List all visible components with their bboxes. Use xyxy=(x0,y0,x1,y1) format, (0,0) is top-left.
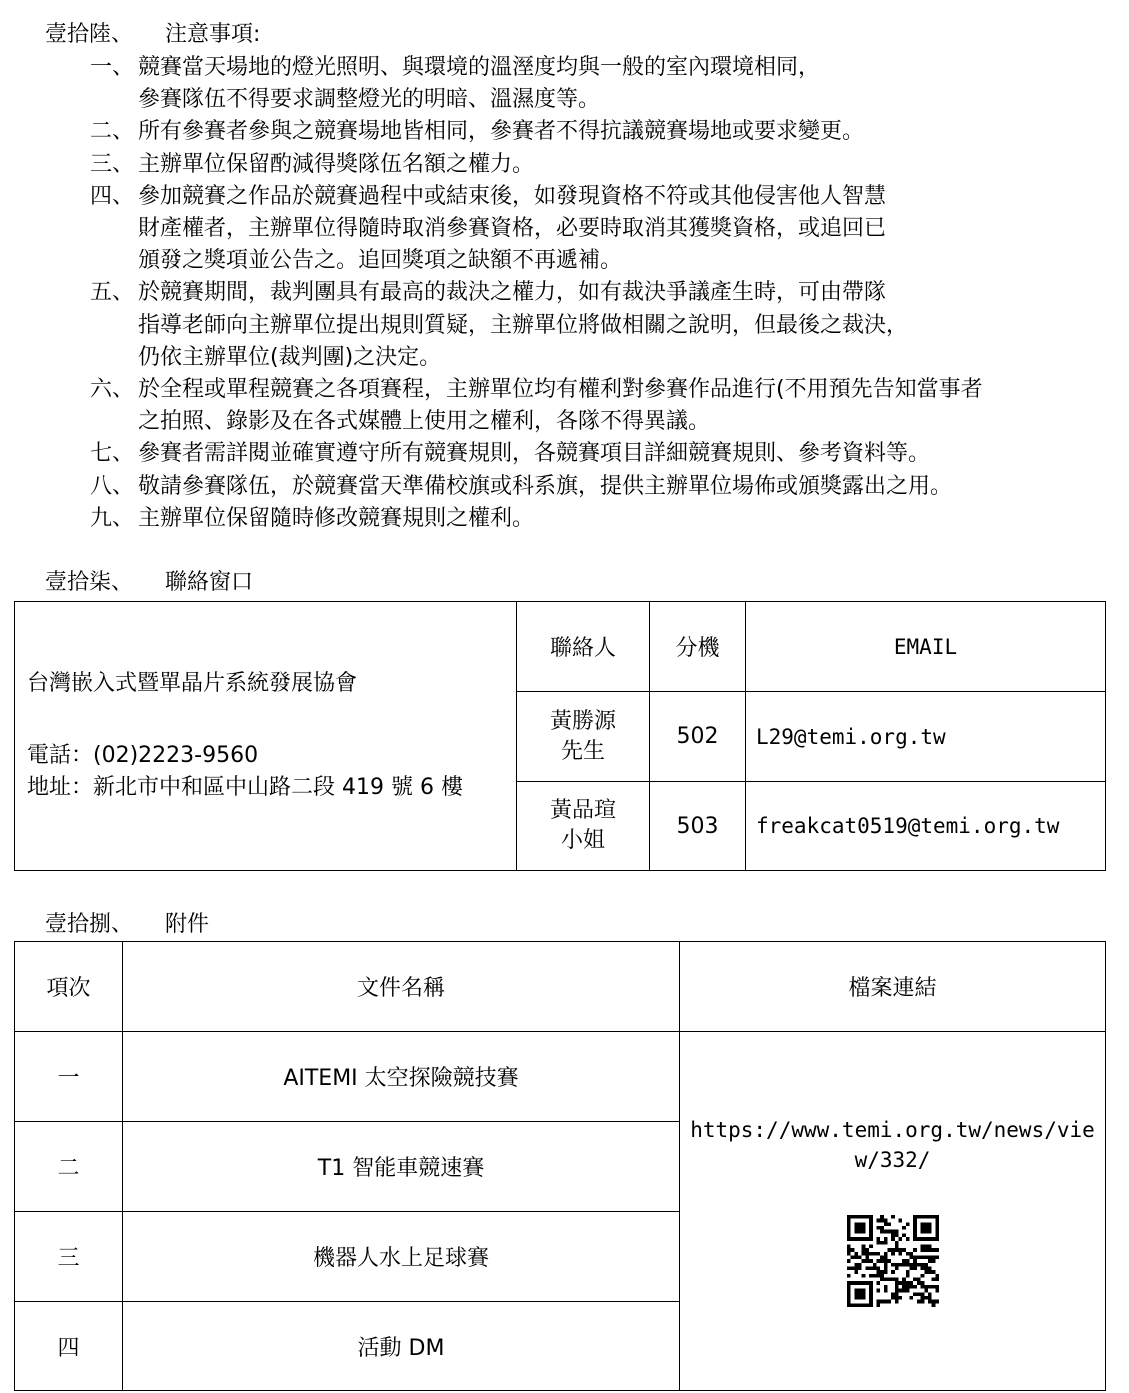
note-item-number: 八、 xyxy=(90,473,135,499)
note-item xyxy=(90,52,820,84)
note-item-continuation: 指導老師向主辦單位提出規則質疑，主辦單位將做相關之說明，但最後之裁決， xyxy=(138,312,909,338)
contact-name: 黃品瑄 xyxy=(549,798,616,823)
contact-extension: 503 xyxy=(650,782,746,871)
attachment-name: AITEMI 太空探險競技賽 xyxy=(123,1032,680,1122)
note-item-continuation: 頒發之獎項並公告之。追回獎項之缺額不再遞補。 xyxy=(138,248,623,274)
note-item-text: 競賽當天場地的燈光照明、與環境的溫溼度均與一般的室內環境相同， xyxy=(138,55,821,80)
notes-section-number: 壹拾陸、 xyxy=(45,22,134,47)
note-item-continuation: 仍依主辦單位(裁判團)之決定。 xyxy=(138,344,442,370)
contact-title: 小姐 xyxy=(560,828,605,853)
note-item-text: 敬請參賽隊伍，於競賽當天準備校旗或科系旗，提供主辦單位場佈或頒獎露出之用。 xyxy=(138,473,953,499)
notes-section-title xyxy=(45,20,260,50)
note-item xyxy=(90,374,983,406)
header-file-link: 檔案連結 xyxy=(680,942,1106,1032)
note-item-text: 參賽者需詳閱並確實遵守所有競賽規則，各競賽項目詳細競賽規則、參考資料等。 xyxy=(138,441,931,467)
contact-table xyxy=(14,601,1106,871)
contact-email[interactable]: L29@temi.org.tw xyxy=(746,692,1106,782)
file-link[interactable]: https://www.temi.org.tw/news/view/332/ xyxy=(690,1118,1095,1172)
note-item-text: 主辦單位保留酌減得獎隊伍名額之權力。 xyxy=(138,151,535,177)
note-item-text: 參加競賽之作品於競賽過程中或結束後，如發現資格不符或其他侵害他人智慧 xyxy=(138,183,887,209)
file-link-cell xyxy=(680,1032,1106,1391)
attachment-index: 四 xyxy=(15,1302,123,1391)
note-item-number: 七、 xyxy=(90,441,135,467)
header-extension: 分機 xyxy=(650,602,746,692)
note-item-number: 五、 xyxy=(90,280,135,306)
note-item-number: 四、 xyxy=(90,183,135,209)
notes-section-heading: 注意事項: xyxy=(165,22,261,47)
attachment-name: 活動 DM xyxy=(123,1302,680,1391)
header-contact-person: 聯絡人 xyxy=(517,602,650,692)
note-item-number: 三、 xyxy=(90,151,135,177)
contact-section-title xyxy=(45,568,253,598)
note-item-text: 所有參賽者參與之競賽場地皆相同，參賽者不得抗議競賽場地或要求變更。 xyxy=(138,119,865,145)
note-item-continuation: 之拍照、錄影及在各式媒體上使用之權利，各隊不得異議。 xyxy=(138,409,711,435)
note-item-continuation: 財產權者，主辦單位得隨時取消參賽資格，必要時取消其獲獎資格，或追回已 xyxy=(138,216,887,241)
contact-section-heading: 聯絡窗口 xyxy=(165,570,254,595)
contact-name-cell xyxy=(517,692,650,782)
attachment-index: 三 xyxy=(15,1212,123,1302)
attachment-index: 一 xyxy=(15,1032,123,1122)
note-item-text: 於競賽期間，裁判團具有最高的裁決之權力，如有裁決爭議產生時，可由帶隊 xyxy=(138,280,887,306)
note-item-number: 二、 xyxy=(90,119,135,145)
note-item-number: 九、 xyxy=(90,505,135,531)
attachment-name: 機器人水上足球賽 xyxy=(123,1212,680,1302)
attachments-section-title xyxy=(45,910,209,940)
contact-name: 黃勝源 xyxy=(549,708,616,734)
note-item-number: 一、 xyxy=(90,55,135,80)
org-name: 台灣嵌入式暨單晶片系統發展協會 xyxy=(27,671,358,696)
org-phone: 電話：(02)2223-9560 xyxy=(27,743,259,768)
header-email: EMAIL xyxy=(746,602,1106,692)
table-row xyxy=(15,1032,1106,1122)
note-item xyxy=(90,149,534,181)
attachments-section-heading: 附件 xyxy=(165,912,210,937)
note-item xyxy=(90,438,930,470)
contact-title: 先生 xyxy=(560,738,605,764)
attachments-table xyxy=(14,941,1106,1391)
contact-email[interactable]: freakcat0519@temi.org.tw xyxy=(746,782,1106,871)
header-document-name: 文件名稱 xyxy=(123,942,680,1032)
attachment-name: T1 智能車競速賽 xyxy=(123,1122,680,1212)
note-item-number: 六、 xyxy=(90,377,135,402)
org-address: 地址：新北市中和區中山路二段 419 號 6 樓 xyxy=(27,775,463,800)
note-item-text: 主辦單位保留隨時修改競賽規則之權利。 xyxy=(138,505,535,531)
header-index: 項次 xyxy=(15,942,123,1032)
attachments-section-number: 壹拾捌、 xyxy=(45,912,134,937)
note-item xyxy=(90,277,886,309)
note-item xyxy=(90,116,864,148)
note-item xyxy=(90,471,952,503)
note-item-continuation: 參賽隊伍不得要求調整燈光的明暗、溫濕度等。 xyxy=(138,87,601,113)
contact-org-cell xyxy=(15,602,517,871)
attachment-index: 二 xyxy=(15,1122,123,1212)
contact-section-number: 壹拾柒、 xyxy=(45,570,134,595)
qr-code-icon[interactable] xyxy=(847,1215,939,1307)
note-item xyxy=(90,181,886,213)
contact-extension: 502 xyxy=(650,692,746,782)
contact-name-cell xyxy=(517,782,650,871)
note-item xyxy=(90,503,534,535)
note-item-text: 於全程或單程競賽之各項賽程，主辦單位均有權利對參賽作品進行(不用預先告知當事者 xyxy=(138,377,983,402)
